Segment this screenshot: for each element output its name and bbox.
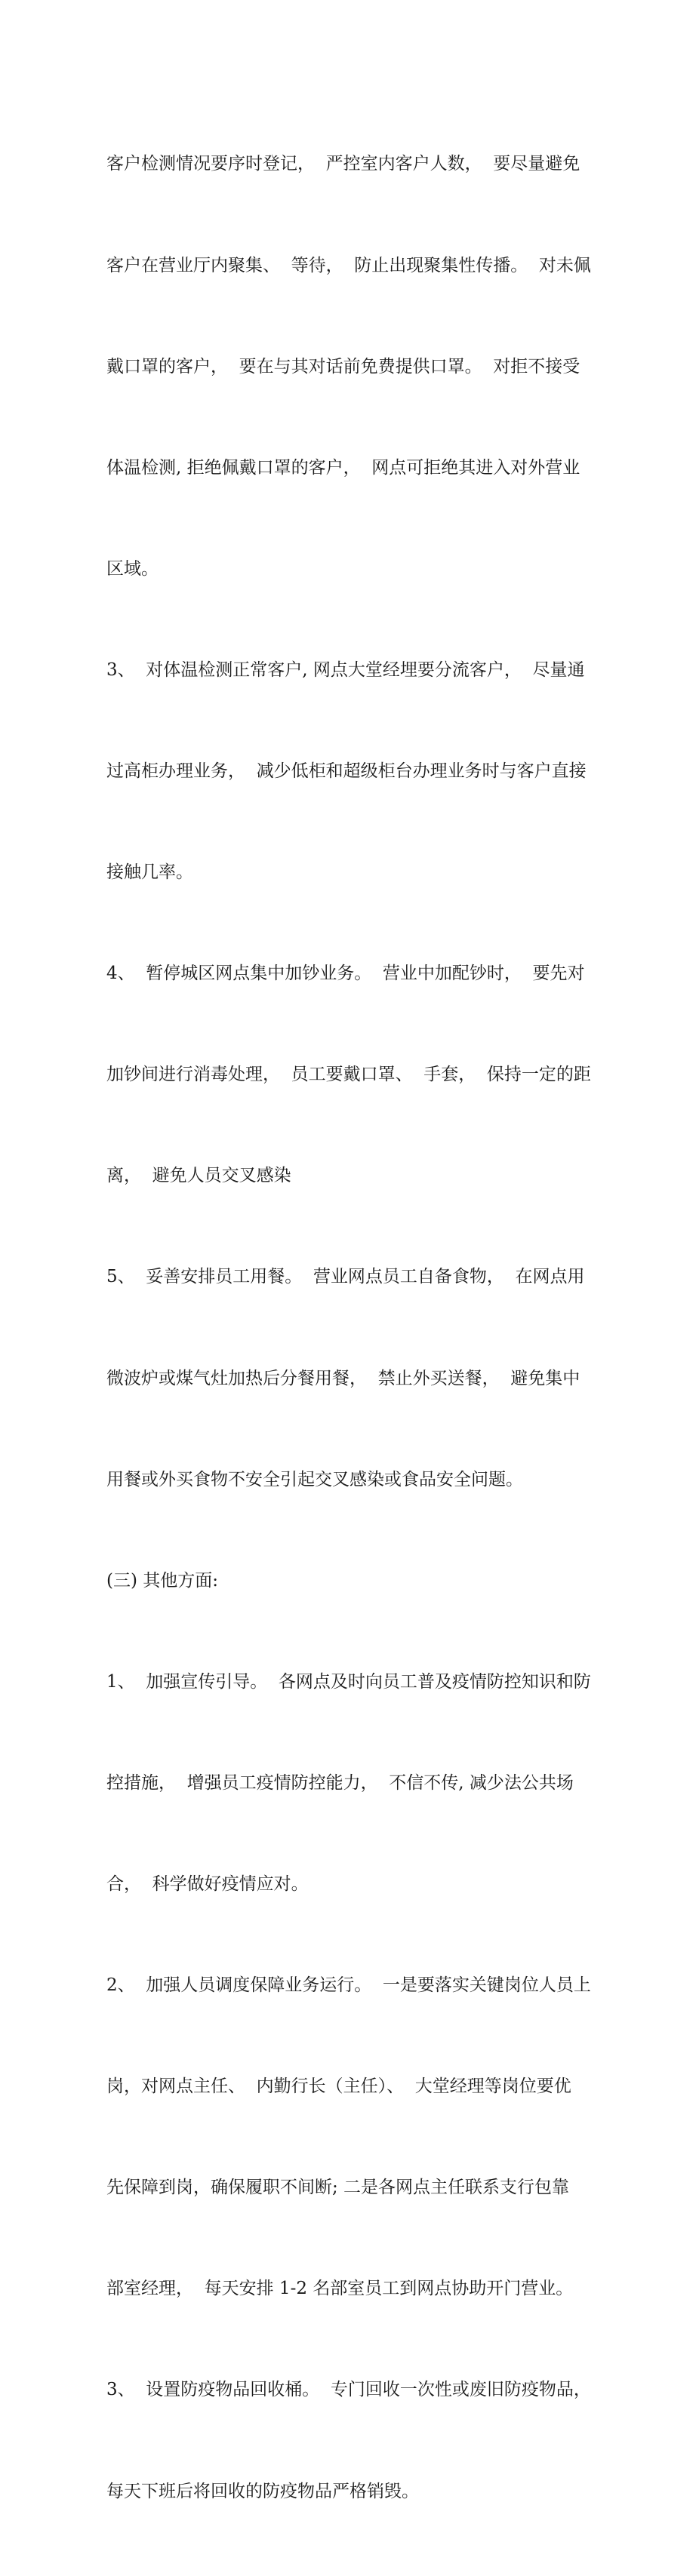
text-line: 微波炉或煤气灶加热后分餐用餐， 禁止外买送餐， 避免集中 xyxy=(106,1368,580,1388)
document-body xyxy=(106,80,597,2576)
text-line: 体温检测, 拒绝佩戴口罩的客户， 网点可拒绝其进入对外营业 xyxy=(106,457,580,478)
text-line: 4、 暂停城区网点集中加钞业务。 营业中加配钞时， 要先对 xyxy=(106,964,585,984)
section-heading: (三) 其他方面: xyxy=(106,1570,219,1591)
text-line: 用餐或外买食物不安全引起交叉感染或食品安全问题。 xyxy=(106,1469,523,1489)
text-line: 3、 设置防疫物品回收桶。 专门回收一次性或废旧防疫物品， xyxy=(106,2380,591,2400)
text-line: 加钞间进行消毒处理， 员工要戴口罩、 手套， 保持一定的距 xyxy=(106,1065,591,1085)
text-line: 每天下班后将回收的防疫物品严格销毁。 xyxy=(106,2481,419,2501)
text-line: 合， 科学做好疫情应对。 xyxy=(106,1874,309,1894)
text-line: 过高柜办理业务， 减少低柜和超级柜台办理业务时与客户直接 xyxy=(106,761,587,781)
text-line: 接触几率。 xyxy=(106,862,193,883)
text-line: 客户检测情况要序时登记， 严控室内客户人数， 要尽量避免 xyxy=(106,154,580,174)
text-line: 3、 对体温检测正常客户, 网点大堂经埋要分流客户， 尽量通 xyxy=(106,659,585,680)
text-line: 5、 妥善安排员工用餐。 营业网点员工自备食物， 在网点用 xyxy=(106,1267,585,1287)
text-line: 戴口罩的客户， 要在与其对话前免费提供口罩。 对拒不接受 xyxy=(106,356,580,377)
text-line: 离， 避免人员交叉感染 xyxy=(106,1166,291,1186)
text-line: 先保障到岗，确保履职不间断; 二是各网点主任联系支行包靠 xyxy=(106,2178,570,2198)
text-line: 2、 加强人员调度保障业务运行。 一是要落实关键岗位人员上 xyxy=(106,1975,591,1996)
text-line: 岗，对网点主任、 内勤行长（主任）、 大堂经理等岗位要优 xyxy=(106,2076,571,2097)
text-line: 客户在营业厅内聚集、 等待， 防止出现聚集性传播。 对未佩 xyxy=(106,255,591,275)
text-line: 1、 加强宣传引导。 各网点及时向员工普及疫情防控知识和防 xyxy=(106,1671,591,1692)
text-line: 区域。 xyxy=(106,558,159,579)
text-line: 控措施， 增强员工疫情防控能力， 不信不传, 减少法公共场 xyxy=(106,1772,574,1793)
text-line: 部室经理， 每天安排 1-2 名部室员工到网点协助开门营业。 xyxy=(106,2279,574,2299)
